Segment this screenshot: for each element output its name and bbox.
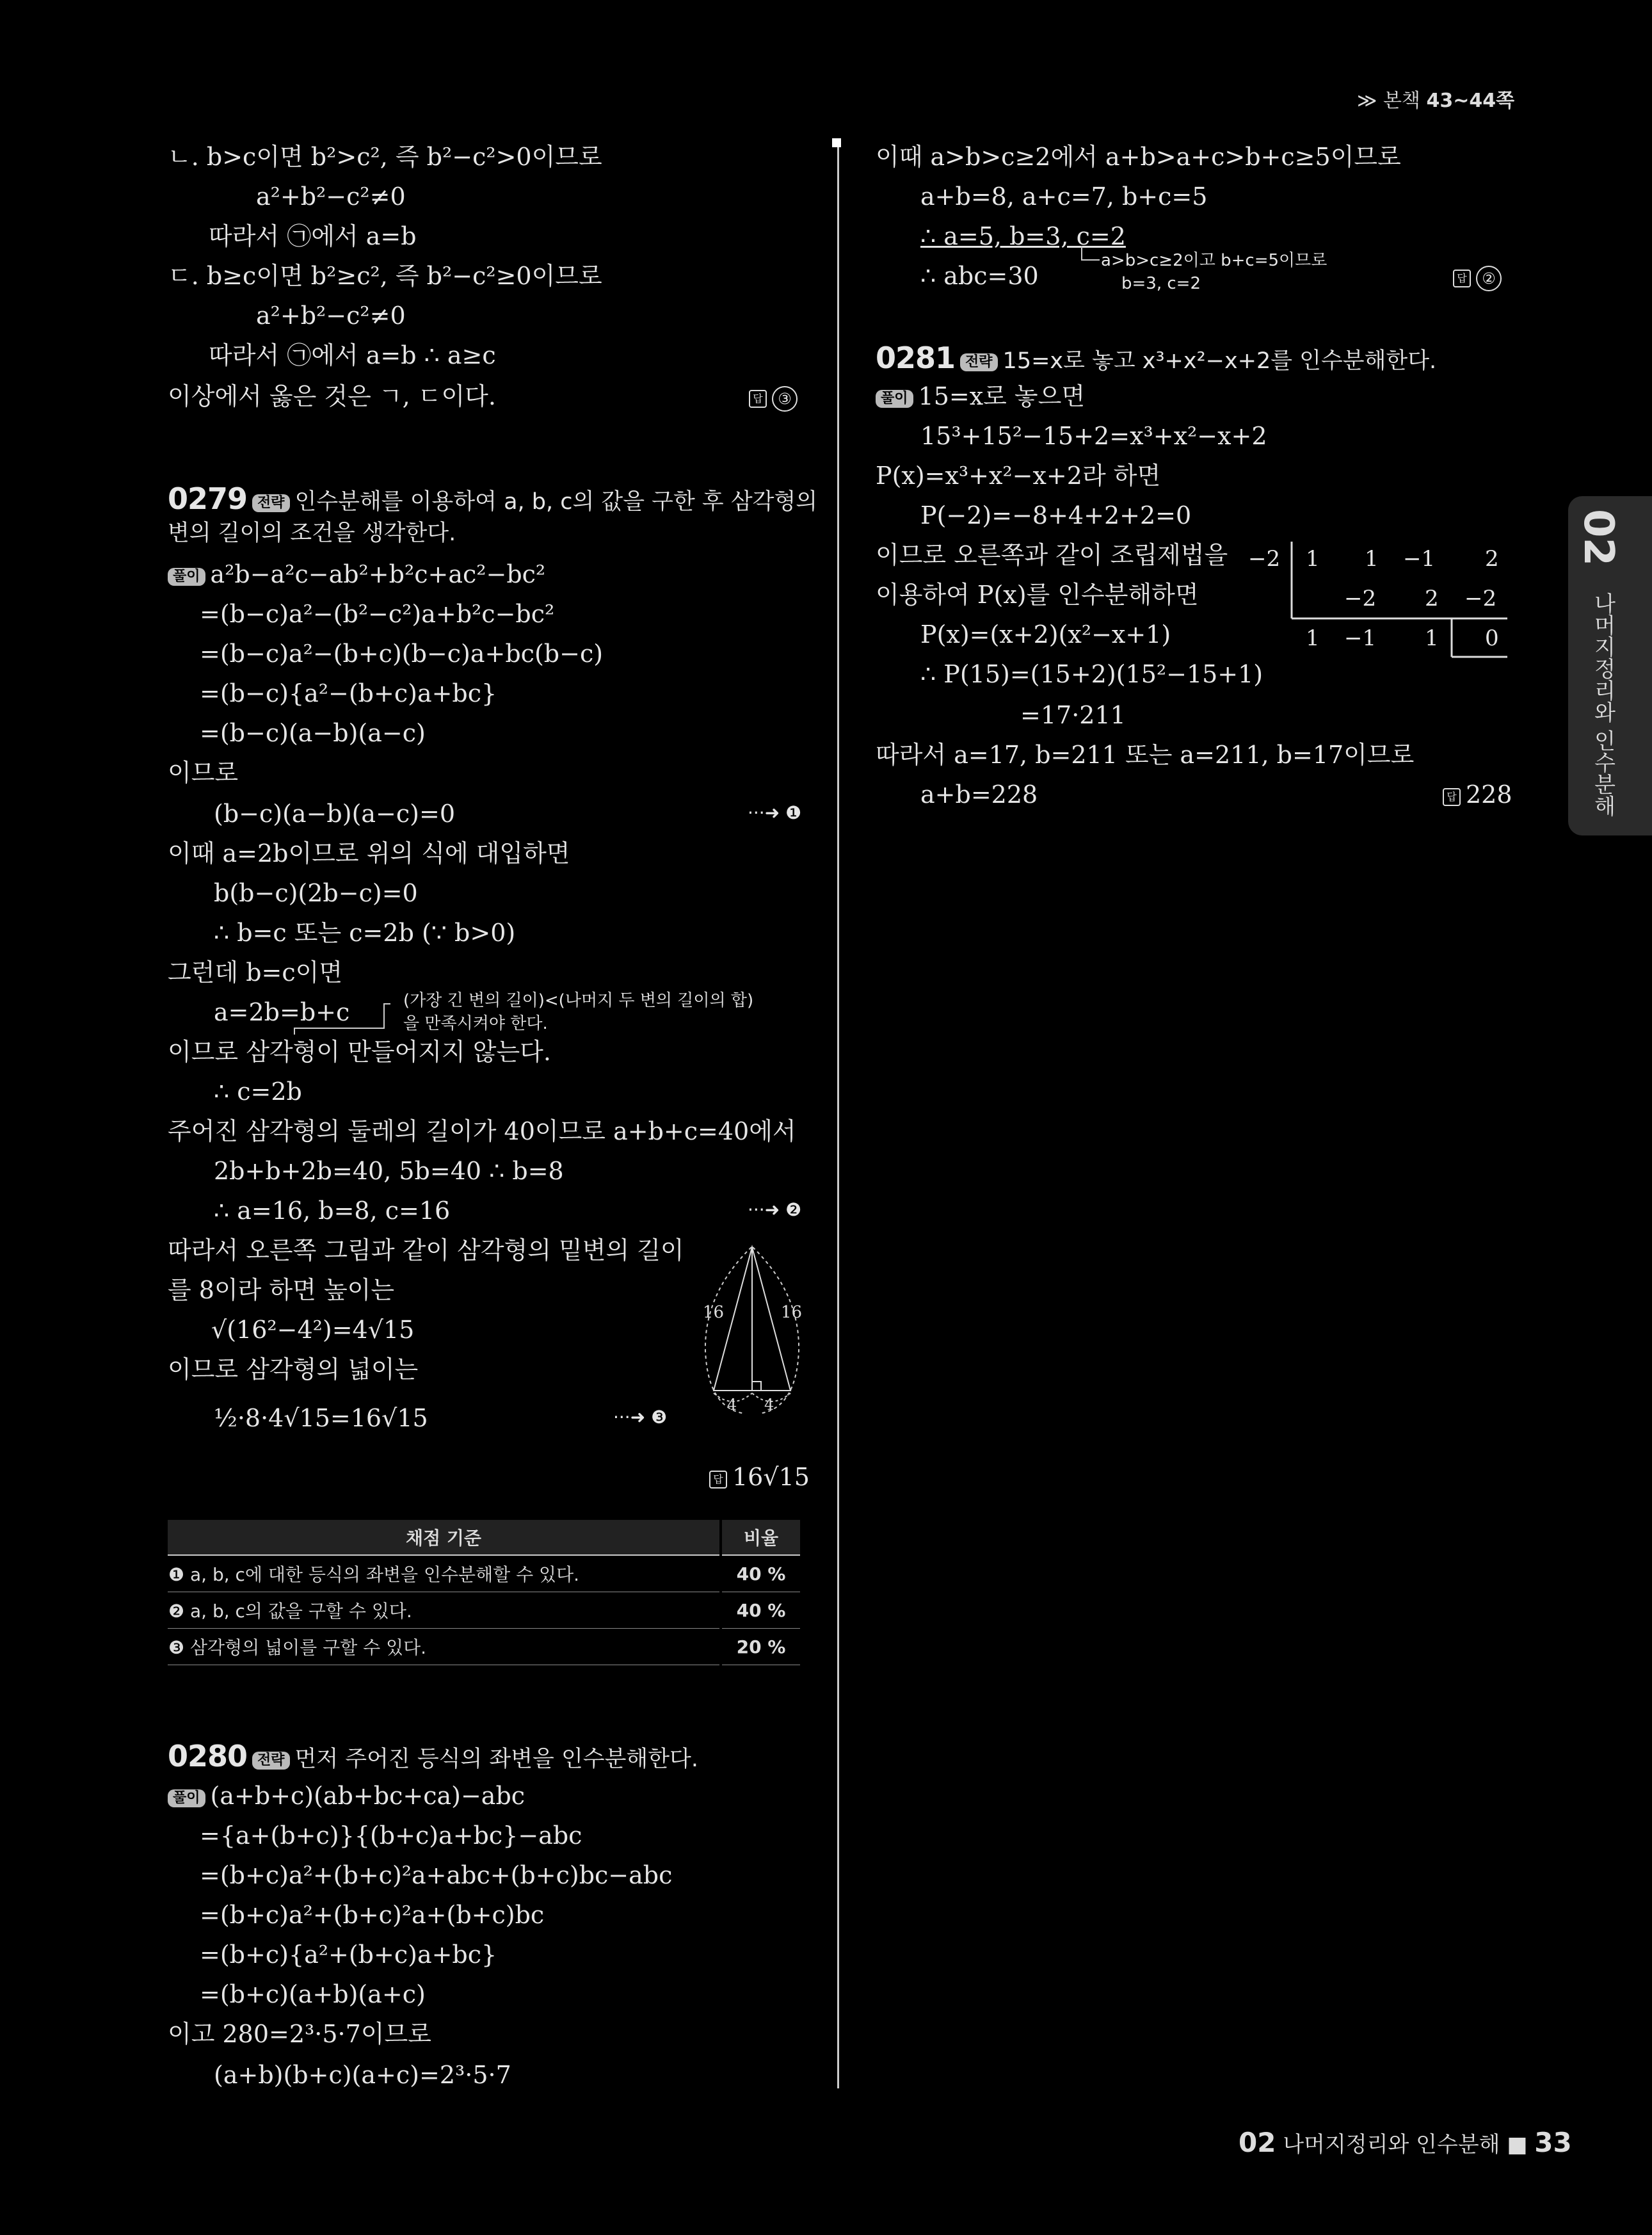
line: P(−2)=−8+4+2+2=0 (920, 501, 1192, 529)
sd-cell: −2 (1344, 586, 1377, 611)
table-row (168, 1555, 800, 1592)
label-left-side: 16 (703, 1303, 725, 1322)
line: a+b=228 (920, 780, 1038, 809)
sd-cell: 1 (1306, 625, 1320, 651)
line: =(b−c)a²−(b+c)(b−c)a+bc(b−c) (200, 640, 604, 668)
step-marker-2: ···➜ ❷ (748, 1199, 802, 1220)
line: 따라서 오른쪽 그림과 같이 삼각형의 밑변의 길이 (168, 1236, 684, 1264)
line: =(b−c)a²−(b²−c²)a+b²c−bc² (200, 600, 555, 628)
sd-cell: 1 (1365, 546, 1379, 572)
sd-cell: −1 (1403, 546, 1436, 572)
solution-tag: 풀이 (876, 390, 913, 408)
strategy-tag: 전략 (960, 353, 998, 371)
solution-tag: 풀이 (168, 1789, 205, 1807)
strategy-text: 인수분해를 이용하여 a, b, c의 값을 구한 후 삼각형의 (294, 489, 818, 515)
line: P(x)=x³+x²−x+2라 하면 (876, 462, 1161, 490)
line: b(b−c)(2b−c)=0 (214, 879, 418, 907)
footer-chapter: 02 (1239, 2127, 1276, 2158)
solution-tag: 풀이 (168, 568, 205, 586)
ratio-header: 비율 (721, 1520, 800, 1555)
line: 주어진 삼각형의 둘레의 길이가 40이므로 a+b+c=40에서 (168, 1117, 796, 1145)
annotation-bracket (1075, 246, 1101, 265)
line: 를 8이라 하면 높이는 (168, 1276, 395, 1304)
ratio: 20 % (721, 1629, 800, 1665)
strategy-text: 15=x로 놓고 x³+x²−x+2를 인수분해한다. (1002, 348, 1437, 374)
page-footer: 02 나머지정리와 인수분해 ■ 33 (1239, 2127, 1572, 2158)
line: 15³+15²−15+2=x³+x²−x+2 (920, 422, 1267, 450)
line: =17·211 (1020, 701, 1126, 729)
label-base-right: 4 (764, 1396, 774, 1414)
scoring-header: 채점 기준 (168, 1520, 721, 1555)
scoring-table (168, 1520, 800, 1665)
line: 이므로 삼각형의 넓이는 (168, 1355, 419, 1384)
solution-line: 풀이 15=x로 놓으면 (876, 384, 1085, 408)
line: ∴ abc=30 (920, 262, 1039, 290)
line: 이므로 (168, 759, 239, 787)
answer-mark (709, 1465, 810, 1489)
sd-lines (1287, 542, 1511, 663)
line: ∴ a=16, b=8, c=16 (214, 1197, 451, 1225)
line: =(b+c)a²+(b+c)²a+(b+c)bc (200, 1901, 545, 1929)
annotation: 을 만족시켜야 한다. (403, 1014, 548, 1033)
problem-number: 0280 (168, 1739, 248, 1773)
label-right-side: 16 (781, 1303, 803, 1322)
answer-value: 228 (1466, 780, 1512, 809)
sd-cell: 1 (1306, 546, 1320, 572)
line: =(b−c)(a−b)(a−c) (200, 719, 426, 747)
line: ∴ a=5, b=3, c=2 (920, 222, 1126, 250)
answer-mark (1443, 782, 1512, 807)
line: =(b+c)(a+b)(a+c) (200, 1980, 426, 2008)
answer-icon: 답 (749, 390, 767, 408)
sd-cell: −1 (1344, 625, 1377, 651)
line: (a+b)(b+c)(a+c)=2³·5·7 (214, 2061, 511, 2089)
answer-value: 16√15 (732, 1463, 810, 1491)
line: =(b+c){a²+(b+c)a+bc} (200, 1940, 497, 1969)
line: ∴ c=2b (214, 1077, 302, 1106)
answer-icon: 답 (1443, 788, 1461, 806)
sd-root: −2 (1248, 546, 1281, 572)
line: ∴ P(15)=(15+2)(15²−15+1) (920, 660, 1263, 688)
chapter-side-tab (1568, 496, 1652, 835)
annotation: (가장 긴 변의 길이)<(나머지 두 변의 길이의 합) (403, 991, 754, 1010)
annotation: a>b>c≥2이고 b+c=5이므로 (1101, 251, 1327, 270)
column-divider (837, 142, 839, 2088)
triangle-figure (698, 1242, 806, 1421)
line: 이때 a=2b이므로 위의 식에 대입하면 (168, 839, 570, 867)
line: a+b=8, a+c=7, b+c=5 (920, 182, 1208, 211)
line: a²+b²−c²≠0 (256, 182, 406, 211)
ratio: 40 % (721, 1555, 800, 1592)
strategy-text-cont: 변의 길이의 조건을 생각한다. (168, 520, 456, 546)
line: 이고 280=2³·5·7이므로 (168, 2020, 431, 2048)
table-row (168, 1629, 800, 1665)
criterion: ❶ a, b, c에 대한 등식의 좌변을 인수분해할 수 있다. (168, 1555, 721, 1592)
line: 이용하여 P(x)를 인수분해하면 (876, 581, 1199, 609)
strategy-tag: 전략 (252, 1752, 290, 1770)
line: 따라서 ㉠에서 a=b (209, 222, 417, 250)
answer-mark (1453, 264, 1502, 291)
line: a=2b=b+c (214, 998, 350, 1026)
line: 이때 a>b>c≥2에서 a+b>a+c>b+c≥5이므로 (876, 143, 1401, 171)
sd-cell: 1 (1425, 625, 1439, 651)
line: ∴ b=c 또는 c=2b (∵ b>0) (214, 919, 516, 947)
line: ={a+(b+c)}{(b+c)a+bc}−abc (200, 1821, 582, 1850)
problem-number: 0281 (876, 341, 956, 375)
criterion: ❸ 삼각형의 넓이를 구할 수 있다. (168, 1629, 721, 1665)
line: 따라서 ㉠에서 a=b ∴ a≥c (209, 341, 496, 369)
sd-cell: 0 (1485, 625, 1499, 651)
problem-number: 0279 (168, 481, 248, 516)
strategy-text: 먼저 주어진 등식의 좌변을 인수분해한다. (294, 1747, 698, 1772)
answer-value: ③ (772, 386, 798, 412)
answer-mark (749, 384, 798, 412)
line: √(16²−4²)=4√15 (211, 1316, 415, 1344)
sd-cell: −2 (1464, 586, 1497, 611)
step-marker-3: ···➜ ❸ (613, 1407, 668, 1428)
line: 이상에서 옳은 것은 ㄱ, ㄷ이다. (168, 382, 496, 410)
problem-header-0281 (876, 343, 1436, 373)
line: 2b+b+2b=40, 5b=40 ∴ b=8 (214, 1157, 564, 1185)
sd-cell: 2 (1485, 546, 1499, 572)
line: 따라서 a=17, b=211 또는 a=211, b=17이므로 (876, 741, 1415, 769)
criterion: ❷ a, b, c의 값을 구할 수 있다. (168, 1592, 721, 1629)
line: a²+b²−c²≠0 (256, 302, 406, 330)
answer-icon: 답 (709, 1471, 727, 1489)
line: 이므로 삼각형이 만들어지지 않는다. (168, 1038, 551, 1066)
chapter-number: 02 (1575, 509, 1622, 567)
answer-value: ② (1476, 266, 1502, 291)
line: ㄷ. b≥c이면 b²≥c², 즉 b²−c²≥0이므로 (168, 262, 602, 290)
table-row (168, 1592, 800, 1629)
annotation-bracket (282, 999, 410, 1037)
page-reference: ≫ 본책 43~44쪽 (1357, 90, 1515, 112)
problem-header-0280 (168, 1741, 698, 1771)
line: ½·8·4√15=16√15 (214, 1404, 428, 1432)
solution-line: 풀이 (a+b+c)(ab+bc+ca)−abc (168, 1784, 525, 1808)
page-number: 33 (1534, 2127, 1572, 2158)
answer-icon: 답 (1453, 270, 1471, 287)
step-marker-1: ···➜ ❶ (748, 802, 802, 823)
line: =(b−c){a²−(b+c)a+bc} (200, 679, 497, 707)
annotation: b=3, c=2 (1121, 274, 1201, 293)
line: (b−c)(a−b)(a−c)=0 (214, 800, 456, 828)
problem-header-0279 (168, 481, 818, 516)
ratio: 40 % (721, 1592, 800, 1629)
line: 이므로 오른쪽과 같이 조립제법을 (876, 541, 1228, 569)
footer-title: 나머지정리와 인수분해 (1283, 2132, 1500, 2158)
label-base-left: 4 (727, 1396, 737, 1414)
solution-line: 풀이 a²b−a²c−ab²+b²c+ac²−bc² (168, 562, 545, 586)
line: P(x)=(x+2)(x²−x+1) (920, 620, 1171, 649)
chapter-title: 나머지정리와 인수분해 (1590, 592, 1616, 817)
column-divider-marker (832, 138, 841, 147)
line: =(b+c)a²+(b+c)²a+abc+(b+c)bc−abc (200, 1861, 673, 1889)
strategy-tag: 전략 (252, 494, 290, 512)
line: ㄴ. b>c이면 b²>c², 즉 b²−c²>0이므로 (168, 143, 602, 171)
sd-cell: 2 (1425, 586, 1439, 611)
line: 그런데 b=c이면 (168, 958, 343, 987)
